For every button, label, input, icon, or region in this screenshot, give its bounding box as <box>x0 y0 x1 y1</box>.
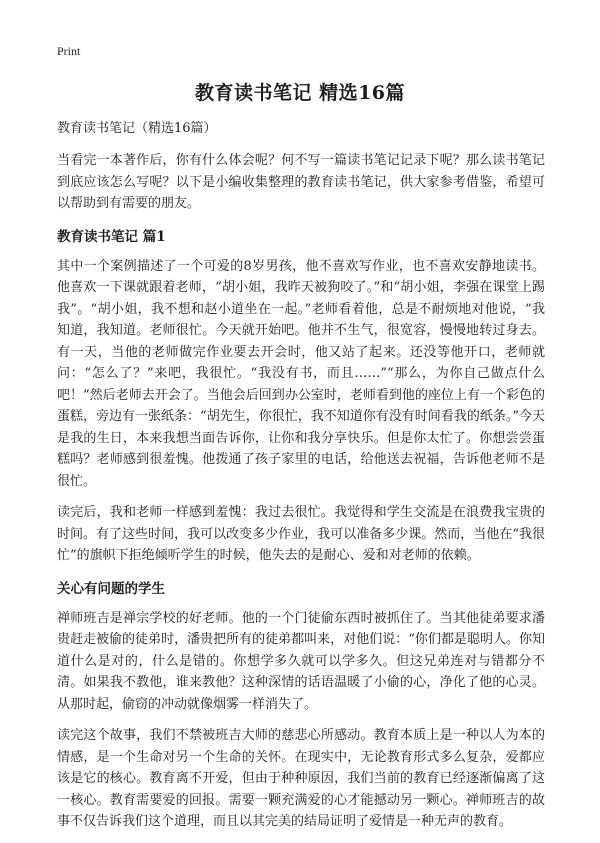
section-1-paragraph-1: 其中一个案例描述了一个可爱的8岁男孩，他不喜欢写作业，也不喜欢安静地读书。他喜欢一下课就跟着老师，“胡小姐，我昨天被狗咬了。”和“胡小姐，李强在课堂上踢我”。“胡小姐，我不想和赵小道坐在一起。”老师看着他，总是不耐烦地对他说，“我知道，我知道。老师很忙。今天就开始吧。他并不生气，很宽容，慢慢地转过身去。有一天，当他的老师做完作业要去开会时，他又站了起来。还没等他开口，老师就问：“怎么了？”来吧，我很忙。“我没有书，而且……”“那么，为你自己做点什么吧！”然后老师去开会了。当他会后回到办公室时，老师看到他的座位上有一个彩色的蛋糕，旁边有一张纸条：“胡先生，你很忙，我不知道你有没有时间看我的纸条。”今天是我的生日，本来我想当面告诉你，让你和我分享快乐。但是你太忙了。你想尝尝蛋糕吗？老师感到很羞愧。他拨通了孩子家里的电话，给他送去祝福，告诉他老师不是很忙。 <box>57 258 545 489</box>
section-heading-2: 关心有问题的学生 <box>57 580 165 597</box>
section-2-paragraph-2: 读完这个故事，我们不禁被班吉大师的慈悲心所感动。教育本质上是一种以人为本的情感，是一个生命对另一个生命的关怀。在现实中，无论教育形式多么复杂，爱都应该是它的核心。教育离不开爱，但由于种种原因，我们当前的教育已经逐渐偏离了这一核心。教育需要爱的回报。需要一颗充满爱的心才能撼动另一颗心。禅师班吉的故事不仅告诉我们这个道理，而且以其完美的结局证明了爱情是一种无声的教育。 <box>57 728 545 829</box>
document-body <box>57 120 545 843</box>
section-heading-1: 教育读书笔记 篇1 <box>57 228 166 245</box>
print-link[interactable]: Print <box>57 44 81 58</box>
page-title: 教育读书笔记 精选16篇 <box>194 82 406 104</box>
section-2-paragraph-1: 禅师班吉是禅宗学校的好老师。他的一个门徒偷东西时被抓住了。当其他徒弟要求潘贵赶走被偷的徒弟时，潘贵把所有的徒弟都叫来，对他们说：“你们都是聪明人。你知道什么是对的，什么是错的。你想学多久就可以学多久。但这兄弟连对与错都分不清。如果我不教他，谁来教他？这种深情的话语温暖了小偷的心，净化了他的心灵。从那时起，偷窃的冲动就像烟雾一样消失了。 <box>57 610 545 712</box>
document-subtitle: 教育读书笔记（精选16篇） <box>57 121 217 136</box>
section-1-paragraph-2: 读完后，我和老师一样感到羞愧：我过去很忙。我觉得和学生交流是在浪费我宝贵的时间。有了这些时间，我可以改变多少作业，我可以准备多少课。然而，当他在“我很忙”的旗帜下拒绝倾听学生的时候，他失去的是耐心、爱和对老师的依赖。 <box>57 505 545 563</box>
intro-paragraph: 当看完一本著作后，你有什么体会呢？何不写一篇读书笔记记录下呢？那么读书笔记到底应该怎么写呢？以下是小编收集整理的教育读书笔记，供大家参考借鉴，希望可以帮助到有需要的朋友。 <box>57 153 545 211</box>
